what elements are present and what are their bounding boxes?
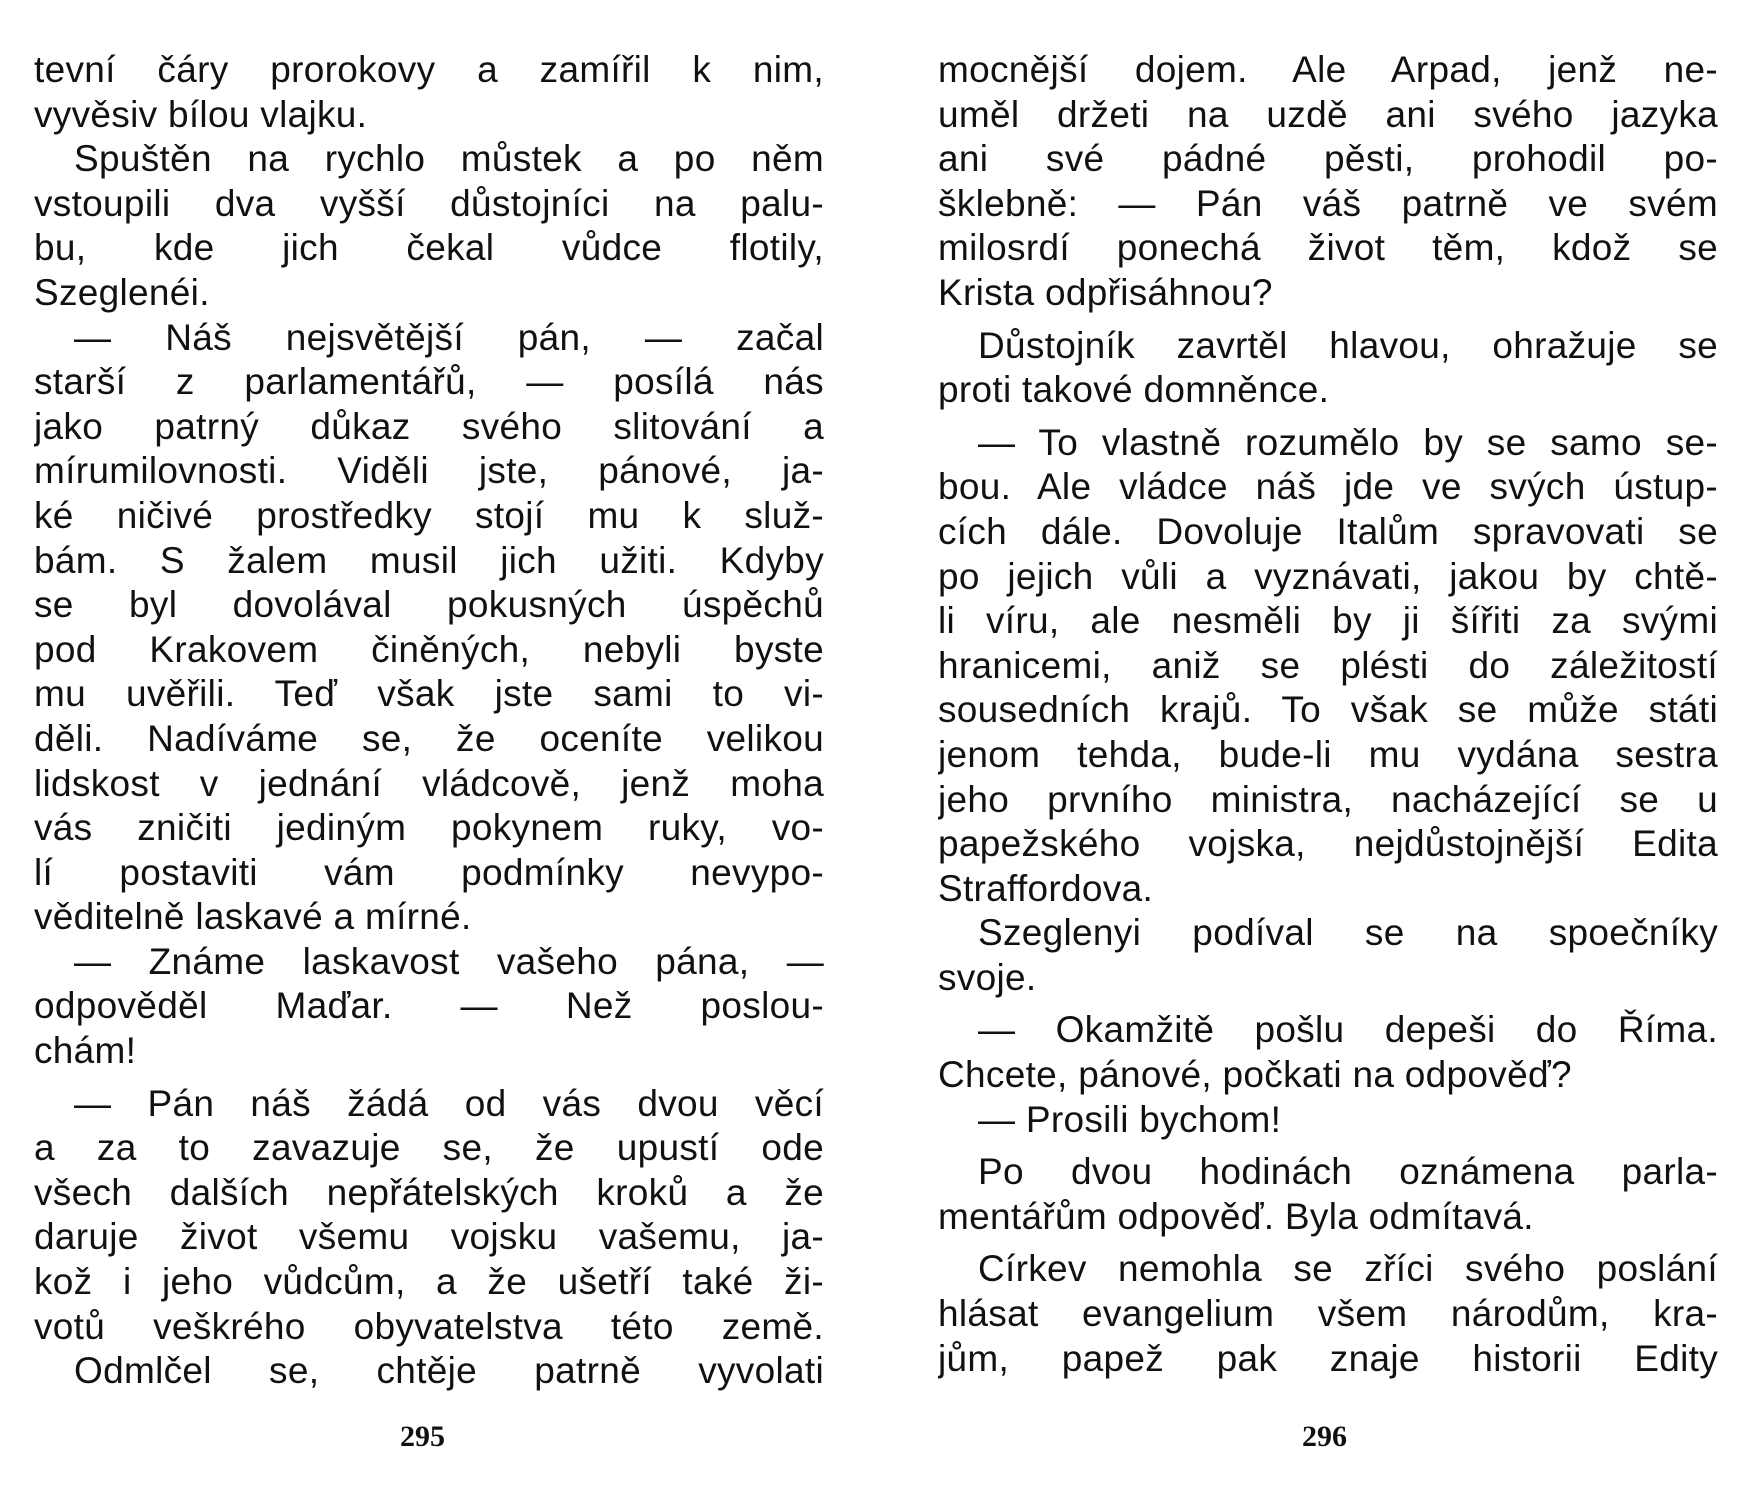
text-line: tevní čáry prorokovy a zamířil k nim,: [34, 49, 824, 90]
text-line: šklebně: — Pán váš patrně ve svém: [938, 182, 1718, 224]
text-line: vás zničiti jediným pokynem ruky, vo-: [34, 807, 824, 849]
text-line: se byl dovolával pokusných úspěchů: [34, 584, 824, 626]
text-line: lidskost v jednání vládcově, jenž moha: [34, 762, 824, 804]
text-line: jeho prvního ministra, nacházející se u: [938, 778, 1718, 820]
page-number: 296: [1302, 1420, 1347, 1453]
left-page-text: [34, 48, 824, 1394]
text-line: — Známe laskavost vašeho pána, —: [74, 940, 824, 982]
text-line: věditelně laskavé a mírné.: [34, 896, 472, 938]
text-line: lí postaviti vám podmínky nevypo-: [34, 851, 824, 893]
text-line: Důstojník zavrtěl hlavou, ohražuje se: [978, 324, 1718, 366]
text-line: Odmlčel se, chtěje patrně vyvolati: [74, 1350, 824, 1392]
text-line: Po dvou hodinách oznámena parla-: [978, 1151, 1718, 1193]
text-line: cích dále. Dovoluje Italům spravovati se: [938, 510, 1718, 552]
right-page: [874, 0, 1748, 1500]
text-line: vstoupili dva vyšší důstojníci na palu-: [34, 182, 824, 224]
text-line: Szeglenéi.: [34, 271, 210, 313]
text-line: — Prosili bychom!: [978, 1098, 1282, 1140]
text-line: papežského vojska, nejdůstojnější Edita: [938, 823, 1718, 865]
text-line: sousedních krajů. To však se může státi: [938, 689, 1718, 731]
text-line: bou. Ale vládce náš jde ve svých ústup-: [938, 466, 1718, 508]
text-line: mírumilovnosti. Viděli jste, pánové, ja-: [34, 450, 824, 492]
text-line: — Pán náš žádá od vás dvou věcí: [74, 1082, 824, 1124]
text-line: odpověděl Maďar. — Než poslou-: [34, 985, 824, 1027]
text-line: Spuštěn na rychlo můstek a po něm: [74, 138, 824, 180]
text-line: jům, papež pak znaje historii Edity: [938, 1337, 1718, 1379]
text-line: vyvěsiv bílou vlajku.: [34, 93, 368, 135]
text-line: Szeglenyi podíval se na spoečníky: [978, 912, 1718, 954]
text-line: — Okamžitě pošlu depeši do Říma.: [978, 1009, 1718, 1051]
text-line: starší z parlamentářů, — posílá nás: [34, 361, 824, 403]
text-line: po jejich vůli a vyznávati, jakou by chtě-: [938, 555, 1718, 597]
text-line: — To vlastně rozumělo by se samo se-: [978, 421, 1718, 463]
text-line: Chcete, pánové, počkati na odpověď?: [938, 1054, 1572, 1096]
text-line: všech dalších nepřátelských kroků a že: [34, 1171, 824, 1213]
text-line: hlásat evangelium všem národům, kra-: [938, 1293, 1718, 1335]
text-line: bám. S žalem musil jich užiti. Kdyby: [34, 539, 824, 581]
text-line: ani své pádné pěsti, prohodil po-: [938, 138, 1718, 180]
text-line: Straffordova.: [938, 867, 1154, 909]
text-line: mentářům odpověď. Byla odmítavá.: [938, 1195, 1534, 1237]
text-line: milosrdí ponechá život těm, kdož se: [938, 227, 1718, 269]
text-line: a za to zavazuje se, že upustí ode: [34, 1127, 824, 1169]
text-line: svoje.: [938, 956, 1037, 998]
text-line: jenom tehda, bude-li mu vydána sestra: [938, 733, 1718, 775]
text-line: ké ničivé prostředky stojí mu k služ-: [34, 494, 824, 536]
right-page-text: [938, 48, 1718, 1381]
text-line: — Náš nejsvětější pán, — začal: [74, 316, 824, 358]
text-line: hranicemi, aniž se plésti do záležitostí: [938, 644, 1718, 686]
text-line: chám!: [34, 1030, 137, 1072]
text-line: děli. Nadíváme se, že oceníte velikou: [34, 717, 824, 759]
text-line: bu, kde jich čekal vůdce flotily,: [34, 227, 824, 269]
text-line: Církev nemohla se zříci svého poslání: [978, 1248, 1718, 1290]
page-number: 295: [400, 1420, 445, 1453]
text-line: votů veškrého obyvatelstva této země.: [34, 1305, 824, 1347]
text-line: uměl držeti na uzdě ani svého jazyka: [938, 93, 1718, 135]
text-line: pod Krakovem činěných, nebyli byste: [34, 628, 824, 670]
text-line: mocnější dojem. Ale Arpad, jenž ne-: [938, 49, 1718, 90]
text-line: proti takové domněnce.: [938, 369, 1330, 411]
text-line: mu uvěřili. Teď však jste sami to vi-: [34, 673, 824, 715]
text-line: daruje život všemu vojsku vašemu, ja-: [34, 1216, 824, 1258]
text-line: Krista odpřisáhnou?: [938, 271, 1273, 313]
text-line: kož i jeho vůdcům, a že ušetří také ži-: [34, 1261, 824, 1303]
text-line: li víru, ale nesměli by ji šířiti za svými: [938, 600, 1718, 642]
text-line: jako patrný důkaz svého slitování a: [34, 405, 824, 447]
